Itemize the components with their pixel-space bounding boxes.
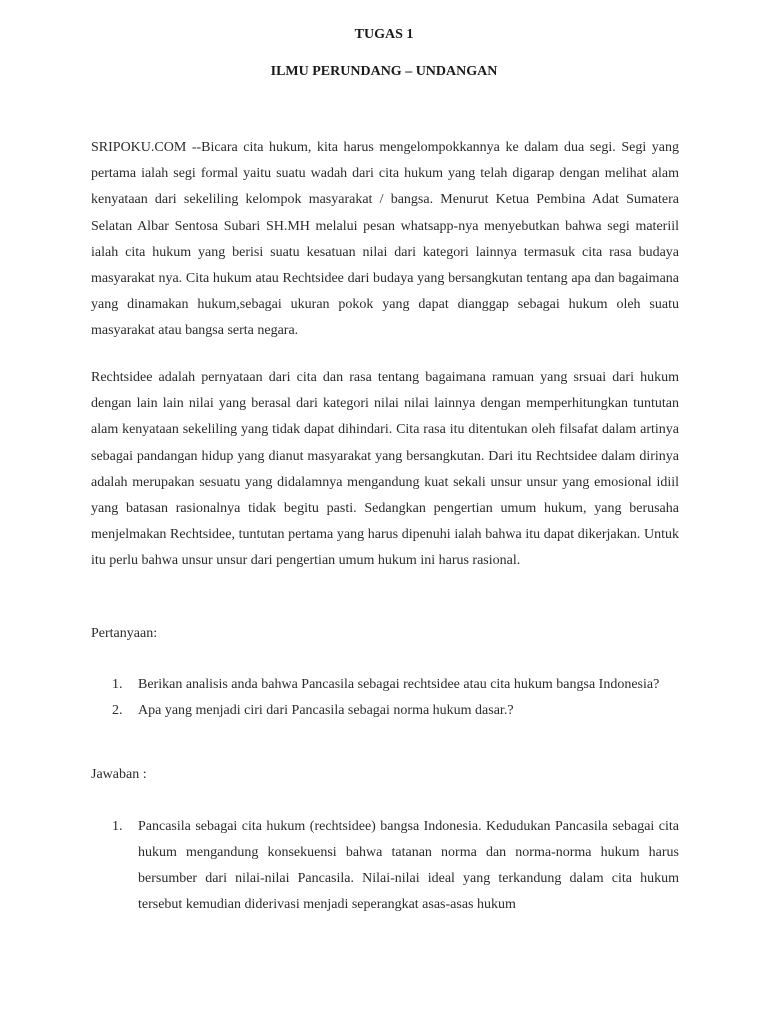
answers-list [91, 814, 679, 918]
document-subtitle: ILMU PERUNDANG – UNDANGAN [270, 64, 498, 79]
list-item [91, 814, 679, 918]
answers-label: Jawaban : [91, 767, 147, 782]
list-number: 2. [112, 703, 123, 718]
list-item [91, 672, 679, 698]
list-item-text: Pancasila sebagai cita hukum (rechtsidee) bangsa Indonesia. Kedudukan Pancasila sebagai cita hukum mengandung konsekuensi bahwa tatanan norma dan norma-norma hukum harus bersumber dari nilai-nilai Pancasila. Nilai-nilai ideal yang terkandung dalam cita hukum tersebut kemudian diderivasi menjadi seperangkat asas-asas hukum [138, 819, 679, 912]
questions-label: Pertanyaan: [91, 626, 158, 641]
document-title: TUGAS 1 [354, 27, 414, 42]
list-item-text: Berikan analisis anda bahwa Pancasila sebagai rechtsidee atau cita hukum bangsa Indonesia? [138, 677, 660, 692]
list-item-text: Apa yang menjadi ciri dari Pancasila sebagai norma hukum dasar.? [138, 703, 514, 718]
list-number: 1. [112, 819, 123, 834]
rechtsidee-paragraph: Rechtsidee adalah pernyataan dari cita dan rasa tentang bagaimana ramuan yang srsuai dari hukum dengan lain lain nilai yang berasal dari kategori nilai nilai lainnya dengan memperhitungkan tuntutan alam kenyataan sekeliling yang tidak dapat dihindari. Cita rasa itu ditentukan oleh filsafat dalam artinya sebagai pandangan hidup yang dianut masyarakat yang bersangkutan. Dari itu Rechtsidee dalam dirinya adalah merupakan sesuatu yang didalamnya mengandung kuat sekali unsur unsur yang emosional idiil yang batasan rasionalnya tidak begitu pasti. Sedangkan pengertian umum hukum, yang berusaha menjelmakan Rechtsidee, tuntutan pertama yang harus dipenuhi ialah bahwa itu dapat dikerjakan. Untuk itu perlu bahwa unsur unsur dari pengertian umum hukum ini harus rasional. [91, 370, 679, 569]
list-item [91, 698, 679, 724]
questions-list [91, 672, 679, 724]
list-number: 1. [112, 677, 123, 692]
intro-paragraph: SRIPOKU.COM --Bicara cita hukum, kita harus mengelompokkannya ke dalam dua segi. Segi yang pertama ialah segi formal yaitu suatu wadah dari cita hukum yang telah digarap dengan melihat alam kenyataan dari sekeliling kelompok masyarakat / bangsa. Menurut Ketua Pembina Adat Sumatera Selatan Albar Sentosa Subari SH.MH melalui pesan whatsapp-nya menyebutkan bahwa segi materiil ialah cita hukum yang berisi suatu kesatuan nilai dari kategori lainnya termasuk cita rasa budaya masyarakat nya. Cita hukum atau Rechtsidee dari budaya yang bersangkutan tentang apa dan bagaimana yang dinamakan hukum,sebagai ukuran pokok yang dapat dianggap sebagai hukum oleh suatu masyarakat atau bangsa serta negara. [91, 140, 679, 339]
